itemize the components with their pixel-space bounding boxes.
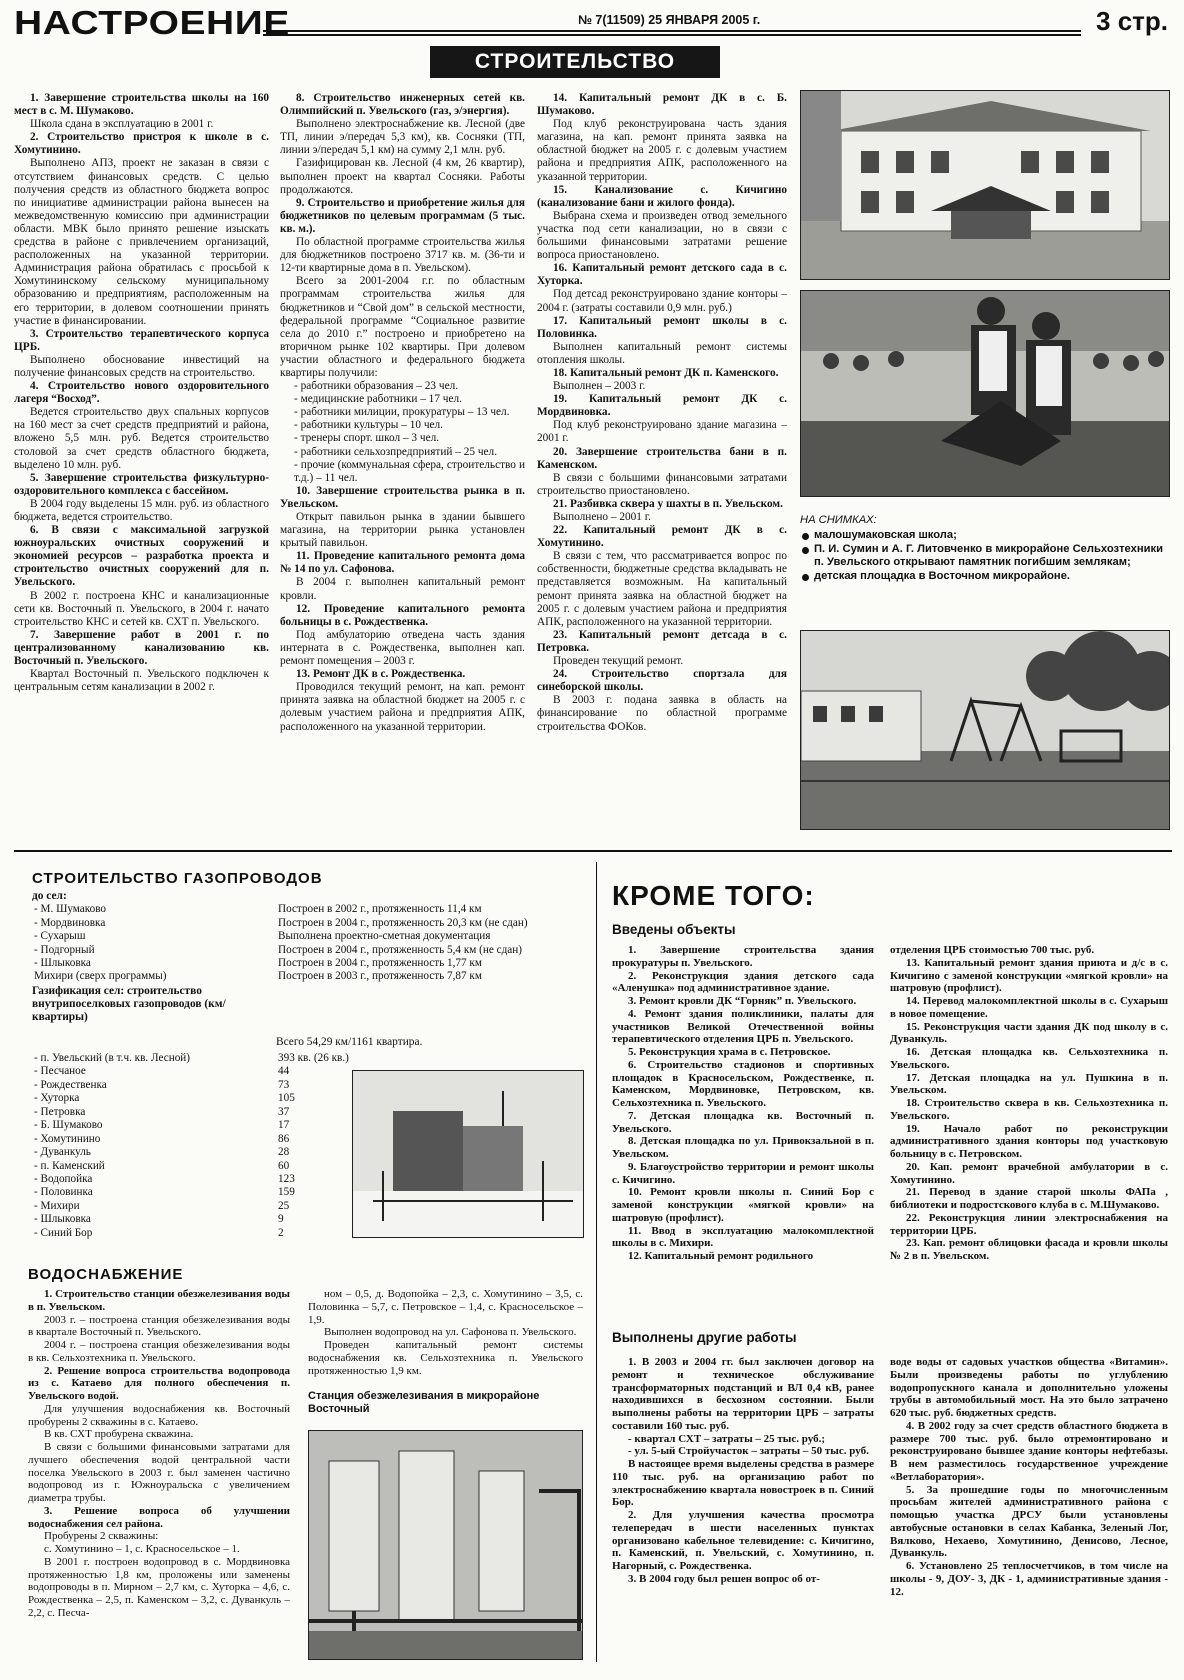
commissioned-title: Введены объекты [612,922,736,937]
water-column-1 [28,1288,290,1620]
water-section-title: ВОДОСНАБЖЕНИЕ [28,1266,184,1283]
row-value: 9 [278,1213,284,1226]
paragraph-heading: 6. Установлено 25 теплосчетчиков, в том числе на школы - 9, ДОУ- 3, ДК - 1, административные здания - 12. [890,1560,1168,1598]
paragraph-heading: 22. Капитальный ремонт ДК в с. Хомутинино. [537,524,787,550]
other-works-column-2 [890,1356,1168,1598]
photo-gas-facility [352,1070,584,1238]
paragraph: Открыт павильон рынка в здании бывшего магазина, на территории рынка установлен крытый павильон. [280,511,525,550]
paragraph: Газифицирован кв. Лесной (4 км, 26 квартир), выполнен проект на квартал Сосняки. Работы продолжаются. [280,157,525,196]
page-number: 3 стр. [1096,6,1168,36]
table-row [32,1106,372,1119]
paragraph-heading: 2. Решение вопроса строительства водопровода из с. Катаево для полного обеспечения п. Увельского водой. [28,1364,290,1402]
row-value: 2 [278,1226,284,1239]
paragraph-heading: 19. Капитальный ремонт ДК с. Мордвиновка. [537,393,787,419]
caption-item: П. И. Сумин и А. Г. Литовченко в микрорайоне Сельхозтехники п. Увельского открывают памятник погибшим землякам; [800,543,1170,569]
paragraph-heading: - ул. 5-ый Стройучасток – затраты – 50 тыс. руб. [628,1445,869,1458]
caption-item: малошумаковская школа; [800,529,1170,542]
paragraph-heading: 3. В 2004 году был решен вопрос об от- [628,1572,820,1585]
table-row [32,970,592,983]
paragraph-heading: 1. В 2003 и 2004 гг. был заключен договор на ремонт и техническое обслуживание трансформаторных подстанций и ВЛ 0,4 кВ, ранее находившихся в бесхозном состоянии. Были выполнены работы на территории ЦРБ – затраты составили 160 тыс. руб. [612,1356,874,1432]
gas-to-villages-label: до сел: [32,890,67,902]
paragraph-heading: отделения ЦРБ стоимостью 700 тыс. руб. [890,944,1095,956]
paragraph: Под клуб реконструировано здание магазина – 2001 г. [537,419,787,445]
paragraph-heading: 2. Строительство пристроя к школе в с. Хомутинино. [14,131,269,157]
row-name: - Половинка [34,1186,93,1199]
row-value: 393 кв. (26 кв.) [278,1052,349,1064]
paragraph-heading: 14. Капитальный ремонт ДК в с. Б. Шумаково. [537,92,787,118]
paragraph: Для улучшения водоснабжения кв. Восточный пробурены 2 скважины в с. Катаево. [28,1402,290,1428]
paragraph: Проведен текущий ремонт. [553,655,684,668]
row-name: - Хомутинино [34,1132,101,1145]
table-row [32,944,592,957]
paragraph-heading: 6. Строительство стадионов и спортивных площадок в Красносельском, Рождественке, п. Каменском, Мордвиновке, Петровском, кв. Сельхозтехника п. Увельского. [612,1058,874,1109]
gasification-title: Газификация сел: строительство внутрипоселковых газопроводов (км/квартиры) [32,984,226,1024]
paragraph: Проводился текущий ремонт, на кап. ремонт принята заявка на областной бюджет на 2005 г. с долевым участием района и предприятия АПК, расположенного на указанной территории. [280,681,525,733]
row-name: - Дуванкуль [34,1146,91,1159]
row-value: 17 [278,1119,290,1132]
row-value: 159 [278,1186,295,1199]
table-row [32,1133,372,1146]
paragraph-heading: 5. Завершение строительства физкультурно-оздоровительного комплекса с бассейном. [14,471,269,497]
paragraph-heading: 22. Реконструкция линии электроснабжения на территории ЦРБ. [890,1211,1168,1237]
table-row [32,1119,372,1132]
paragraph-heading: 10. Ремонт кровли школы п. Синий Бор с заменой конструкции «мягкой кровли» на шатровую (профлист). [612,1186,874,1224]
row-name: - Б. Шумаково [34,1119,103,1132]
table-row [32,957,592,970]
paragraph: Выполнено обоснование инвестиций на получение финансовых средств на строительство. [14,353,269,379]
paragraph-heading: воде воды от садовых участков общества «Витамин». Были произведены работы по углублению водопропускного канала и дополнительно уложены трубы в автомобильный мост. На это было затрачено 620 тыс. руб. бюджетных средств. [890,1356,1168,1419]
row-name: - Шлыковка [34,1213,91,1226]
row-name: - Петровка [34,1105,86,1118]
photo-captions [800,514,1170,584]
row-name: - М. Шумаково [34,903,107,916]
row-value: Построен в 2003 г., протяженность 7,87 км [278,970,482,983]
paragraph: с. Хомутинино – 1, с. Красносельское – 1. [44,1543,240,1555]
table-row [32,1146,372,1159]
paragraph: В 2001 г. построен водопровод в с. Мордвиновка протяженностью 1,8 км, проложены или заменены водопроводы в п. Мирном – 2,7 км, с. Хуторка – 4,6, с. Рождественка – 2,5, п. Каменском – 3,2, с. Дуванкуль – 2,2, с. Песча- [28,1555,290,1619]
paragraph: 2004 г. – построена станция обезжелезивания воды в кв. Сельхозтехника п. Увельского. [28,1339,290,1364]
paragraph: Выполнено электроснабжение кв. Лесной (две ТП, линии э/передач 5,3 км), кв. Сосняки (ТП, линии э/передач 5,1 км) на сумму 2,1 млн. руб. [280,118,525,157]
paragraph-heading: 13. Капитальный ремонт здания приюта и д/с в с. Кичигино с заменой конструкции «мягкой кровли» на шатровую (профлист). [890,956,1168,995]
paragraph: Под детсад реконструировано здание конторы – 2004 г. (затраты составили 0,9 млн. руб.) [537,288,787,314]
paragraph: В связи с большими финансовыми затратами строительство приостановлено. [537,471,787,497]
captions-label: НА СНИМКАХ: [800,514,877,526]
paragraph-heading: 1. Завершение строительства школы на 160 мест в с. М. Шумаково. [14,92,269,118]
paragraph: - медицинские работники – 17 чел. [294,393,462,406]
paragraph-heading: 18. Капитальный ремонт ДК п. Каменского. [553,366,779,379]
paragraph-heading: В настоящее время выделены средства в размере 110 тыс. руб. на организацию работ по электроснабжению квартала новостроек в п. Синий Бор. [612,1458,874,1509]
paragraph-heading: 5. Реконструкция храма в с. Петровское. [628,1046,831,1058]
table-row [32,930,592,943]
paragraph-heading: 21. Перевод в здание старой школы ФАПа , библиотеки и подростскового клуба в с. М.Шумаково. [890,1186,1168,1211]
row-name: - Песчаное [34,1065,86,1078]
newspaper-title: НАСТРОЕНИЕ [14,4,290,41]
paragraph: Под амбулаторию отведена часть здания интерната в с. Рождественка, выполнен кап. ремонт помещения – 2003 г. [280,628,525,668]
paragraph-heading: - квартал СХТ – затраты – 25 тыс. руб.; [628,1432,826,1445]
caption-item: детская площадка в Восточном микрорайоне. [800,570,1170,583]
paragraph-heading: 8. Детская площадка по ул. Привокзальной в п. Увельском. [612,1135,874,1160]
paragraph: Под клуб реконструирована часть здания магазина, на кап. ремонт принята заявка на областной бюджет на 2005 г. с долевым участием района и предприятия АПК, расположенного на указанной территории. [537,118,787,183]
table-row [32,1186,372,1199]
paragraph-heading: 16. Детская площадка кв. Сельхозтехника п. Увельского. [890,1046,1168,1071]
photo-water-station [308,1430,583,1660]
article-column-3 [537,92,787,734]
paragraph-heading: 2. Реконструкция здания детского сада «Аленушка» под административное здание. [612,969,874,995]
water-photo-caption: Станция обезжелезивания в микрорайоне Восточный [308,1390,540,1415]
photo-playground [800,630,1170,830]
table-row [32,1079,372,1092]
paragraph-heading: 3. Строительство терапевтического корпуса ЦРБ. [14,327,269,353]
paragraph: Выполнен – 2003 г. [553,380,646,393]
paragraph: Выполнен водопровод на ул. Сафонова п. Увельского. [324,1326,577,1339]
paragraph: - работники образования – 23 чел. [294,380,459,393]
paragraph-heading: 4. Ремонт здания поликлиники, палаты для участников Великой Отечественной войны терапевтического отделения ЦРБ п. Увельского. [612,1007,874,1046]
water-column-2 [308,1288,583,1377]
gas-section-title: СТРОИТЕЛЬСТВО ГАЗОПРОВОДОВ [32,870,323,887]
paragraph-heading: 1. Завершение строительства здания прокуратуры п. Увельского. [612,944,874,969]
paragraph: Выполнен капитальный ремонт системы отопления школы. [537,340,787,366]
paragraph: - работники культуры – 10 чел. [294,419,443,432]
row-name: - Хуторка [34,1092,80,1105]
row-name: - Мордвиновка [34,916,106,929]
paragraph-heading: 23. Кап. ремонт облицовки фасада и кровли школы № 2 в п. Увельском. [890,1237,1168,1262]
row-value: Построен в 2004 г., протяженность 20,3 км (не сдан) [278,916,528,929]
paragraph-heading: 10. Завершение строительства рынка в п. Увельском. [280,484,525,510]
paragraph-heading: 7. Завершение работ в 2001 г. по централизованному канализованию кв. Восточный п. Увельского. [14,628,269,668]
row-name: - п. Увельский (в т.ч. кв. Лесной) [34,1052,190,1064]
issue-info: № 7(11509) 25 ЯНВАРЯ 2005 г. [578,13,761,27]
row-name: Михири (сверх программы) [34,970,167,983]
article-column-2 [280,92,525,734]
table-row [32,1200,372,1213]
paragraph-heading: 3. Решение вопроса об улучшении водоснабжения сел района. [28,1504,290,1530]
paragraph-heading: 8. Строительство инженерных сетей кв. Олимпийский п. Увельского (газ, э/энергия). [280,92,525,118]
paragraph-heading: 17. Капитальный ремонт школы в с. Половинка. [537,314,787,340]
row-value: 25 [278,1199,290,1212]
row-value: 28 [278,1146,290,1159]
paragraph-heading: 20. Завершение строительства бани в п. Каменском. [537,445,787,471]
paragraph: - тренеры спорт. школ – 3 чел. [294,432,440,445]
masthead [8,4,1176,40]
paragraph-heading: 5. За прошедшие годы по многочисленным просьбам жителей административного района с помощью участка ДРСУ были установлены автобусные остановки в селах Кабанка, Зеленый Лог, Вялково, Нехаево, Хомутинино, Денисово, Лесное, Дуванкуль. [890,1483,1168,1560]
paragraph-heading: 4. Строительство нового оздоровительного лагеря “Восход”. [14,380,269,406]
row-name: - п. Каменский [34,1159,105,1172]
paragraph-heading: 9. Благоустройство территории и ремонт школы с. Кичигино. [612,1160,874,1186]
row-value: 37 [278,1105,290,1118]
paragraph-heading: 14. Перевод малокомплектной школы в с. Сухарыш в новое помещение. [890,995,1168,1020]
paragraph-heading: 12. Проведение капитального ремонта больницы в с. Рождественка. [280,602,525,628]
paragraph-heading: 4. В 2002 году за счет средств областного бюджета в размере 700 тыс. руб. было отремонтировано и реконструировано бывшее здание конторы нефтебазы. В нем разместилось государственное учреждение «Ветлаборатория». [890,1419,1168,1483]
paragraph: Ведется строительство двух спальных корпусов на 160 мест за счет средств предприятий и района, вложено 5,5 млн. руб. Ведется строительство столовой за счет средств областного бюджета, выделено 10 млн. руб. [14,406,269,471]
paragraph: - работники милиции, прокуратуры – 13 чел. [294,406,510,419]
table-row [32,1052,372,1065]
paragraph: Квартал Восточный п. Увельского подключен к центральным сетям канализации в 2002 г. [14,668,269,694]
row-name: - Подгорный [34,943,95,956]
row-name: - Михири [34,1199,80,1212]
row-name: - Сухарыш [34,930,86,943]
paragraph-heading: 18. Строительство сквера в кв. Сельхозтехника п. Увельского. [890,1097,1168,1122]
section-banner: СТРОИТЕЛЬСТВО [430,46,720,78]
row-value: 73 [278,1078,290,1091]
paragraph: - работники сельхозпредприятий – 25 чел. [294,445,498,458]
commissioned-column-2 [890,944,1168,1263]
table-row [32,1173,372,1186]
paragraph-heading: 11. Проведение капитального ремонта дома № 14 по ул. Сафонова. [280,550,525,576]
table-row [32,903,592,916]
paragraph: Всего за 2001-2004 г.г. по областным программам строительства жилья для бюджетников и “Свой дом” в сельской местности, федеральной программе “Социальное развитие села до 2010 г.” построено и приобретено на вторичном рынке 102 квартиры. При долевом участии областного и федерального бюджета квартиры получили: [280,275,525,379]
article-column-1 [14,92,269,694]
paragraph-heading: 16. Капитальный ремонт детского сада в с. Хуторка. [537,262,787,288]
row-value: Выполнена проектно-сметная документация [278,930,491,943]
paragraph: В 2003 г. подана заявка в область на финансирование по областной программе строительства ФОКов. [537,694,787,733]
row-name: - Водопойка [34,1172,93,1185]
paragraph: Выбрана схема и произведен отвод земельного участка под сети канализации, но в связи с большими финансовыми затратами решение вопроса приостановлено. [537,209,787,262]
paragraph-heading: 11. Ввод в эксплуатацию малокомплектной школы в с. Михири. [612,1224,874,1250]
paragraph-heading: 2. Для улучшения качества просмотра телепередач в шести населенных пунктах организовано кабельное телевидение: с. Кичигино, п. Каменский, п. Увельский, с. Хомутинино, п. Нагорный, с. Рождественка. [612,1509,874,1572]
paragraph: Пробурены 2 скважины: [44,1530,159,1543]
paragraph-heading: 7. Детская площадка кв. Восточный п. Увельского. [612,1109,874,1135]
paragraph: В связи с тем, что рассматривается вопрос по собственности, бюджетные средства вкладывать не представляется возможным. На капитальный ремонт принята заявка на областной бюджет на 2005 г. с долевым участием района и предприятия АПК, расположенного на указанной территории. [537,550,787,628]
paragraph: По областной программе строительства жилья для бюджетников построено 3717 кв. м. (36-ти и 12-ти квартирные дома в п. Увельском). [280,236,525,275]
paragraph: - прочие (коммунальная сфера, строительство и т.д.) – 11 чел. [294,458,525,484]
row-name: - Рождественка [34,1078,107,1091]
gas-table-block [32,890,592,1025]
masthead-rule [263,30,1081,36]
paragraph: Проведен капитальный ремонт системы водоснабжения кв. Сельхозтехника п. Увельского протяженностью 1,9 км. [308,1339,583,1377]
row-value: 86 [278,1132,290,1145]
row-value: 123 [278,1172,295,1185]
paragraph-heading: 15. Реконструкция части здания ДК под школу в с. Дуванкуль. [890,1020,1168,1046]
paragraph-heading: 1. Строительство станции обезжелезивания воды в п. Увельском. [28,1288,290,1313]
paragraph: Выполнено – 2001 г. [553,511,651,523]
also-section-title: КРОМЕ ТОГО: [612,880,815,911]
paragraph-heading: 17. Детская площадка на ул. Пушкина в п. Увельском. [890,1071,1168,1097]
commissioned-column-1 [612,944,874,1263]
row-name: - Шлыковка [34,956,91,969]
table-row [32,1092,372,1105]
row-value: 60 [278,1159,290,1172]
paragraph: Школа сдана в эксплуатацию в 2001 г. [30,118,214,131]
photo-school [800,90,1170,280]
column-rule [596,862,597,1662]
row-name: - Синий Бор [34,1226,93,1239]
paragraph: 2003 г. – построена станция обезжелезивания воды в квартале Восточный п. Увельского. [28,1313,290,1339]
paragraph-heading: 12. Капитальный ремонт родильного [628,1250,814,1262]
paragraph-heading: 23. Капитальный ремонт детсада в с. Петровка. [537,628,787,654]
paragraph: ном – 0,5, д. Водопойка – 2,3, с. Хомутинино – 3,5, с. Половинка – 5,7, с. Петровское – 1,4, с. Красносельское – 1,9. [308,1288,583,1326]
paragraph-heading: 19. Начало работ по реконструкции административного здания конторы под участковую больницу в с. Петровском. [890,1122,1168,1160]
paragraph-heading: 3. Ремонт кровли ДК “Горняк” п. Увельского. [628,995,857,1007]
paragraph-heading: 24. Строительство спортзала для синеборской школы. [537,668,787,694]
section-divider [14,850,1172,852]
row-value: 44 [278,1065,290,1078]
row-value: Построен в 2004 г., протяженность 5,4 км (не сдан) [278,943,522,956]
photo-memorial [800,290,1170,497]
row-value: Построен в 2004 г., протяженность 1,77 км [278,956,482,969]
other-works-column-1 [612,1356,874,1586]
paragraph-heading: 15. Канализование с. Кичигино (канализование бани и жилого фонда). [537,183,787,209]
paragraph: В связи с большими финансовыми затратами для лучшего обеспечения водой центральной части поселка Увельского в 2003 г. был заменен частично водопровод из г. Южноуральска с увеличением диаметра трубы. [28,1441,290,1504]
gas-pipelines-table [32,903,592,984]
table-row [32,917,592,930]
table-row [32,1213,372,1226]
paragraph-heading: 13. Ремонт ДК в с. Рождественка. [296,668,466,681]
table-row [32,1065,372,1078]
gas-villages-table [32,1052,372,1240]
paragraph-heading: 9. Строительство и приобретение жилья для бюджетников по целевым программам (5 тыс. кв. м.). [280,196,525,235]
paragraph: В кв. СХТ пробурена скважина. [44,1428,194,1441]
table-row [32,1227,372,1240]
row-value: Построен в 2002 г., протяженность 11,4 км [278,903,482,916]
paragraph: В 2004 г. выполнен капитальный ремонт кровли. [280,576,525,602]
paragraph-heading: 6. В связи с максимальной загрузкой южноуральских очистных сооружений и экономией ресурсов – разработка проекта и строительство очистных сооружений для п. Увельского. [14,524,269,589]
other-works-title: Выполнены другие работы [612,1330,797,1345]
paragraph-heading: 20. Кап. ремонт врачебной амбулатории в с. Хомутинино. [890,1160,1168,1186]
paragraph: В 2004 году выделены 15 млн. руб. из областного бюджета, ведется строительство. [14,497,269,523]
gas-total: Всего 54,29 км/1161 квартира. [276,1036,423,1048]
paragraph: В 2002 г. построена КНС и канализационные сети кв. Восточный п. Увельского, в 2004 г. начато строительство КНС и сетей кв. СХТ п. Увельского. [14,589,269,628]
table-row [32,1160,372,1173]
row-value: 105 [278,1092,295,1105]
paragraph: Выполнено АПЗ, проект не заказан в связи с отсутствием финансовых средств. С целью получения средств из областного бюджета вопрос по инициативе администрации района вынесен на межведомственную комиссию при администрации области. МВК было принято решение изыскать средства в районе с привлечением организаций, расположенных на указанной территории. Администрация района обратилась с просьбой к Хомутининскому сельскому муниципальному образованию и предприятиям, расположенным на его территории, в долевом соотношении принять участие в финансировании. [14,157,269,327]
paragraph-heading: 21. Разбивка сквера у шахты в п. Увельском. [553,497,783,510]
